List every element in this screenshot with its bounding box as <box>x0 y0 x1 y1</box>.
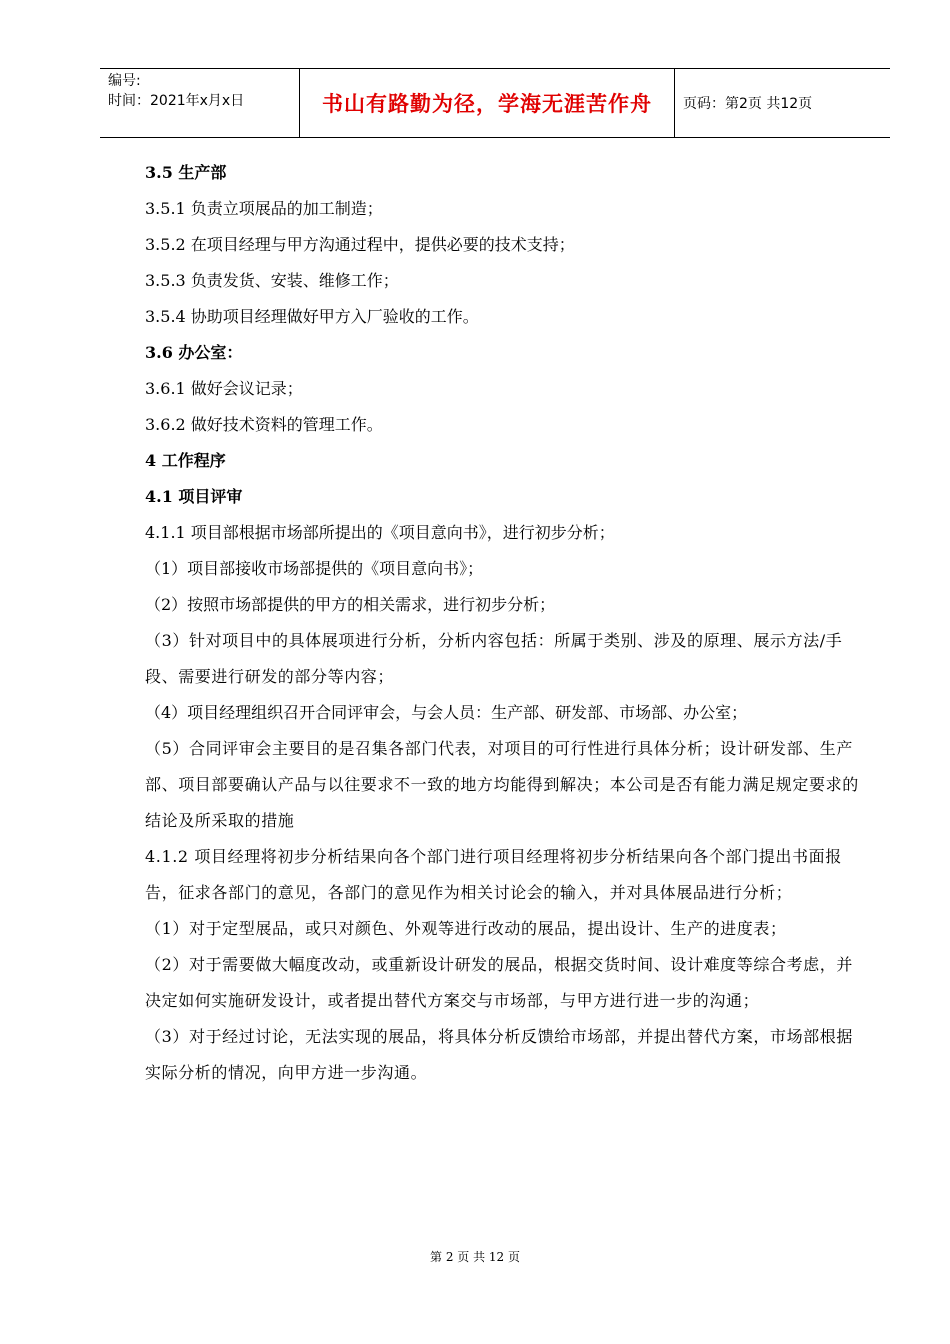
body-paragraph: 4.1.2 项目经理将初步分析结果向各个部门进行项目经理将初步分析结果向各个部门提出书面报告，征求各部门的意见，各部门的意见作为相关讨论会的输入，并对具体展品进行分析； <box>145 847 842 902</box>
body-line: 3.6.1 做好会议记录； <box>145 379 303 398</box>
section-heading: 3.6 办公室： <box>145 343 243 362</box>
body-line: 3.5.1 负责立项展品的加工制造； <box>145 199 383 218</box>
body-paragraph: （1）对于定型展品，或只对颜色、外观等进行改动的展品，提出设计、生产的进度表； <box>145 919 787 938</box>
document-body <box>145 155 860 1091</box>
section-heading: 4.1 项目评审 <box>145 487 243 506</box>
body-line: 3.5.4 协助项目经理做好甲方入厂验收的工作。 <box>145 307 479 326</box>
body-line: （1）项目部接收市场部提供的《项目意向书》； <box>145 559 484 578</box>
number-label: 编号: <box>108 73 141 89</box>
header-page-info: 页码：第2页 共12页 <box>683 96 813 112</box>
body-paragraph: （5）合同评审会主要目的是召集各部门代表，对项目的可行性进行具体分析；设计研发部、生产部、项目部要确认产品与以往要求不一致的地方均能得到解决；本公司是否有能力满足规定要求的结论及所采取的措施 <box>145 739 859 830</box>
body-line: （2）按照市场部提供的甲方的相关需求，进行初步分析； <box>145 595 556 614</box>
header-motto: 书山有路勤为径，学海无涯苦作舟 <box>300 69 675 137</box>
body-line: 3.5.3 负责发货、安装、维修工作； <box>145 271 399 290</box>
page-header <box>100 68 890 138</box>
body-line: （4）项目经理组织召开合同评审会，与会人员：生产部、研发部、市场部、办公室； <box>145 703 748 722</box>
time-label: 时间：2021年x月x日 <box>108 93 245 109</box>
section-heading: 4 工作程序 <box>145 451 226 470</box>
body-paragraph: （3）对于经过讨论，无法实现的展品，将具体分析反馈给市场部，并提出替代方案，市场部根据实际分析的情况，向甲方进一步沟通。 <box>145 1027 853 1082</box>
page-footer: 第 2 页 共 12 页 <box>430 1250 520 1264</box>
body-line: 3.5.2 在项目经理与甲方沟通过程中，提供必要的技术支持； <box>145 235 575 254</box>
header-meta <box>100 69 300 137</box>
body-paragraph: （3）针对项目中的具体展项进行分析，分析内容包括：所属于类别、涉及的原理、展示方法/手段、需要进行研发的部分等内容； <box>145 631 843 686</box>
body-line: 4.1.1 项目部根据市场部所提出的《项目意向书》，进行初步分析； <box>145 523 615 542</box>
body-paragraph: （2）对于需要做大幅度改动，或重新设计研发的展品，根据交货时间、设计难度等综合考虑，并决定如何实施研发设计，或者提出替代方案交与市场部，与甲方进行进一步的沟通； <box>145 955 853 1010</box>
section-heading: 3.5 生产部 <box>145 163 227 182</box>
body-line: 3.6.2 做好技术资料的管理工作。 <box>145 415 383 434</box>
